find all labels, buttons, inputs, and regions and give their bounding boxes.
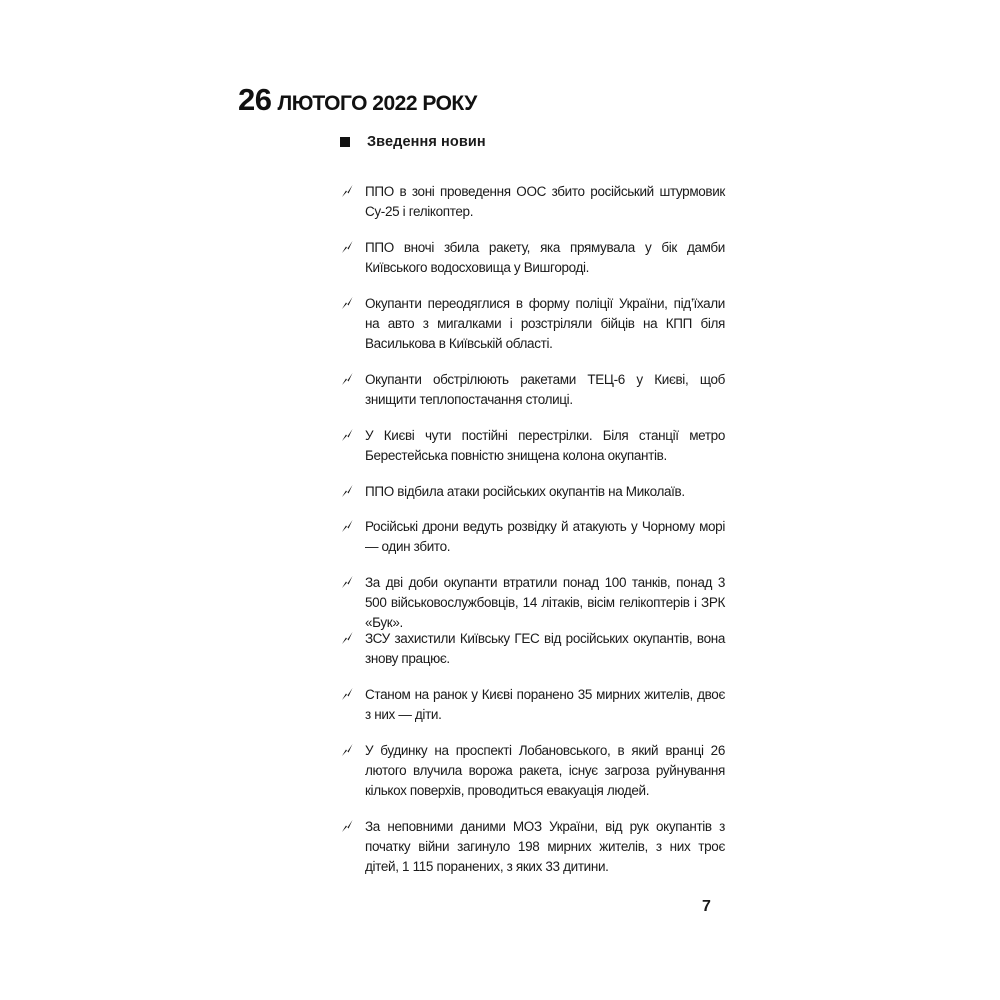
lightning-bolt-icon — [340, 687, 354, 701]
section-heading — [340, 134, 486, 150]
lightning-bolt-icon — [340, 819, 354, 833]
news-item-text: Станом на ранок у Києві поранено 35 мирних жителів, двоє з них — діти. — [365, 687, 725, 722]
title-day: 26 — [238, 82, 272, 117]
lightning-bolt-icon — [340, 484, 354, 498]
news-item-text: За дві доби окупанти втратили понад 100 танків, понад 3 500 військовослужбовців, 14 літаків, вісім гелікоптерів і ЗРК «Бук». — [365, 575, 725, 630]
news-item-text: Окупанти переодяглися в форму поліції України, під’їхали на авто з мигалками і розстріляли бійців на КПП біля Василькова в Київській області. — [365, 296, 725, 351]
news-item-text: ППО відбила атаки російських окупантів на Миколаїв. — [365, 484, 685, 499]
news-item-text: ППО в зоні проведення ООС збито російський штурмовик Су-25 і гелікоптер. — [365, 184, 725, 219]
lightning-bolt-icon — [340, 296, 354, 310]
lightning-bolt-icon — [340, 240, 354, 254]
page-title — [238, 82, 477, 118]
lightning-bolt-icon — [340, 372, 354, 386]
title-month-year: ЛЮТОГО 2022 РОКУ — [277, 92, 477, 115]
lightning-bolt-icon — [340, 743, 354, 757]
lightning-bolt-icon — [340, 575, 354, 589]
page-number: 7 — [702, 898, 711, 915]
news-item-text: Російські дрони ведуть розвідку й атакують у Чорному морі — один збито. — [365, 519, 725, 554]
news-item-text: У будинку на проспекті Лобановського, в який вранці 26 лютого влучила ворожа ракета, існує загроза руйнування кількох поверхів, проводиться евакуація людей. — [365, 743, 725, 798]
lightning-bolt-icon — [340, 631, 354, 645]
lightning-bolt-icon — [340, 519, 354, 533]
lightning-bolt-icon — [340, 184, 354, 198]
news-item-text: За неповними даними МОЗ України, від рук окупантів з початку війни загинуло 198 мирних жителів, з них троє дітей, 1 115 поранених, з яких 33 дитини. — [365, 819, 725, 874]
news-item-text: ЗСУ захистили Київську ГЕС від російських окупантів, вона знову працює. — [365, 631, 725, 666]
section-title: Зведення новин — [367, 134, 486, 150]
news-item-text: У Києві чути постійні перестрілки. Біля станції метро Берестейська повністю знищена колона окупантів. — [365, 428, 725, 463]
news-item-text: Окупанти обстрілюють ракетами ТЕЦ-6 у Києві, щоб знищити теплопостачання столиці. — [365, 372, 725, 407]
news-item-text: ППО вночі збила ракету, яка прямувала у бік дамби Київського водосховища у Вишгороді. — [365, 240, 725, 275]
lightning-bolt-icon — [340, 428, 354, 442]
square-bullet-icon — [340, 137, 350, 147]
